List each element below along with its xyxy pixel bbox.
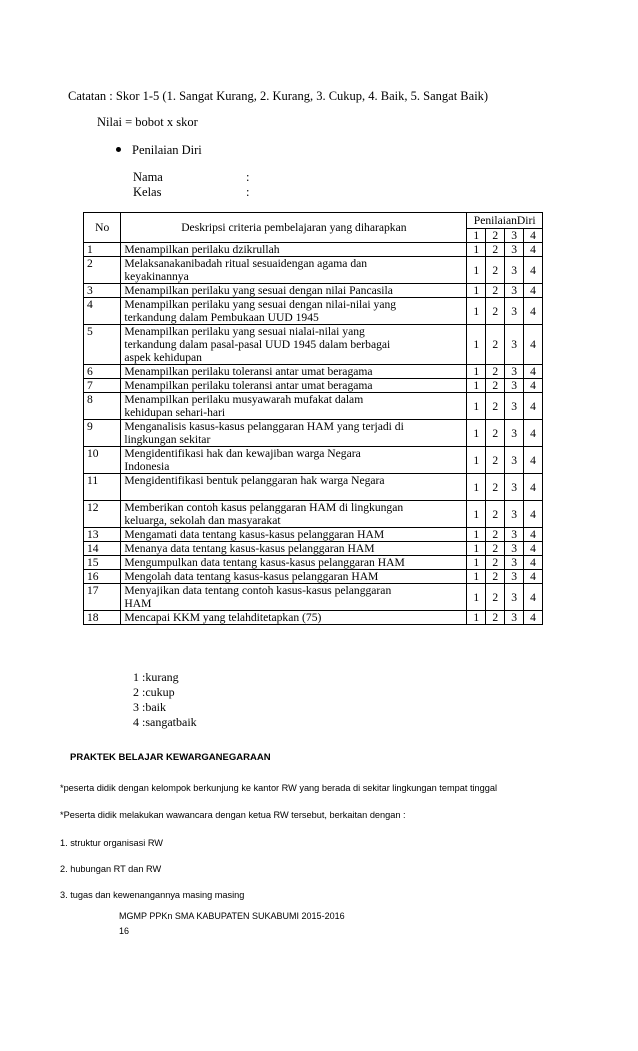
score-option-3: 3	[505, 284, 524, 298]
description-line: Menampilkan perilaku musyawarah mufakat dalam	[124, 393, 364, 406]
catatan-note: Catatan : Skor 1-5 (1. Sangat Kurang, 2. Kurang, 3. Cukup, 4. Baik, 5. Sangat Baik)	[68, 89, 489, 103]
row-number: 8	[84, 393, 121, 420]
score-option-2: 2	[486, 474, 505, 501]
score-option-2: 2	[486, 447, 505, 474]
nama-field	[133, 170, 250, 185]
score-option-3: 3	[505, 447, 524, 474]
score-option-3: 3	[505, 501, 524, 528]
score-option-1: 1	[467, 447, 486, 474]
score-option-2: 2	[486, 298, 505, 325]
score-header-4: 4	[524, 229, 543, 243]
score-option-1: 1	[467, 611, 486, 625]
score-option-2: 2	[486, 542, 505, 556]
score-option-1: 1	[467, 365, 486, 379]
description-line: Melaksanakanibadah ritual sesuaidengan agama dan	[124, 257, 368, 270]
score-option-3: 3	[505, 542, 524, 556]
row-description	[121, 365, 467, 379]
score-option-4: 4	[524, 570, 543, 584]
description-line: Menganalisis kasus-kasus pelanggaran HAM yang terjadi di	[124, 420, 404, 433]
row-number: 1	[84, 243, 121, 257]
score-option-1: 1	[467, 298, 486, 325]
row-number: 15	[84, 556, 121, 570]
row-number: 11	[84, 474, 121, 501]
score-option-3: 3	[505, 243, 524, 257]
row-description	[121, 298, 467, 325]
score-option-4: 4	[524, 298, 543, 325]
score-option-1: 1	[467, 528, 486, 542]
table-row	[84, 501, 543, 528]
score-option-3: 3	[505, 528, 524, 542]
scale-legend-item: 1 :kurang	[133, 670, 179, 684]
score-option-4: 4	[524, 420, 543, 447]
score-option-4: 4	[524, 447, 543, 474]
score-option-4: 4	[524, 393, 543, 420]
penilaian-diri-label: Penilaian Diri	[132, 143, 202, 157]
description-line: Mengamati data tentang kasus-kasus pelanggaran HAM	[124, 528, 385, 541]
table-row	[84, 474, 543, 501]
penilaian-diri-bullet	[116, 143, 202, 158]
score-option-4: 4	[524, 611, 543, 625]
score-option-2: 2	[486, 379, 505, 393]
score-option-1: 1	[467, 420, 486, 447]
score-option-1: 1	[467, 379, 486, 393]
scale-legend-item: 3 :baik	[133, 700, 166, 714]
score-option-1: 1	[467, 325, 486, 365]
praktek-title: PRAKTEK BELAJAR KEWARGANEGARAAN	[70, 752, 271, 763]
score-option-1: 1	[467, 284, 486, 298]
score-option-2: 2	[486, 420, 505, 447]
score-option-2: 2	[486, 365, 505, 379]
row-description	[121, 501, 467, 528]
score-option-4: 4	[524, 474, 543, 501]
score-option-4: 4	[524, 584, 543, 611]
header-penilaian-diri: PenilaianDiri	[467, 213, 543, 229]
table-row	[84, 611, 543, 625]
row-number: 12	[84, 501, 121, 528]
description-line: Menampilkan perilaku yang sesuai dengan nilai-nilai yang	[124, 298, 397, 311]
score-option-1: 1	[467, 570, 486, 584]
description-line: terkandung dalam pasal-pasal UUD 1945 dalam berbagai	[124, 338, 391, 351]
row-number: 5	[84, 325, 121, 365]
row-description	[121, 447, 467, 474]
description-line: keyakinannya	[124, 270, 189, 283]
score-option-3: 3	[505, 257, 524, 284]
footer-page-number: 16	[119, 926, 130, 936]
score-option-4: 4	[524, 501, 543, 528]
score-option-3: 3	[505, 570, 524, 584]
score-option-4: 4	[524, 284, 543, 298]
score-option-3: 3	[505, 393, 524, 420]
score-option-2: 2	[486, 393, 505, 420]
score-option-3: 3	[505, 420, 524, 447]
description-line: Mencapai KKM yang telahditetapkan (75)	[124, 611, 322, 624]
table-row	[84, 365, 543, 379]
description-line: Menampilkan perilaku dzikrullah	[124, 243, 280, 256]
score-option-4: 4	[524, 528, 543, 542]
score-option-2: 2	[486, 570, 505, 584]
row-description	[121, 243, 467, 257]
score-option-4: 4	[524, 325, 543, 365]
description-line: Mengidentifikasi hak dan kewajiban warga Negara	[124, 447, 361, 460]
description-line: Menampilkan perilaku yang sesuai nialai-nilai yang	[124, 325, 365, 338]
table-row	[84, 542, 543, 556]
score-option-1: 1	[467, 556, 486, 570]
description-line: Menampilkan perilaku yang sesuai dengan nilai Pancasila	[124, 284, 393, 297]
description-line: aspek kehidupan	[124, 351, 202, 364]
row-number: 18	[84, 611, 121, 625]
table-row	[84, 393, 543, 420]
row-number: 14	[84, 542, 121, 556]
description-line: Indonesia	[124, 460, 170, 473]
score-header-2: 2	[486, 229, 505, 243]
nama-label: Nama	[133, 170, 163, 184]
self-assessment-table	[83, 212, 543, 625]
table-row	[84, 528, 543, 542]
description-line: Menanya data tentang kasus-kasus pelanggaran HAM	[124, 542, 375, 555]
row-description	[121, 284, 467, 298]
score-option-2: 2	[486, 611, 505, 625]
praktek-line-4: 2. hubungan RT dan RW	[60, 864, 162, 874]
score-option-3: 3	[505, 611, 524, 625]
description-line: lingkungan sekitar	[124, 433, 211, 446]
description-line: Menampilkan perilaku toleransi antar umat beragama	[124, 379, 373, 392]
description-line: kehidupan sehari-hari	[124, 406, 226, 419]
row-number: 7	[84, 379, 121, 393]
description-line: HAM	[124, 597, 152, 610]
table-row	[84, 379, 543, 393]
row-description	[121, 584, 467, 611]
description-line: terkandung dalam Pembukaan UUD 1945	[124, 311, 319, 324]
praktek-line-2: *Peserta didik melakukan wawancara dengan ketua RW tersebut, berkaitan dengan :	[60, 810, 406, 820]
table-row	[84, 447, 543, 474]
row-description	[121, 528, 467, 542]
score-header-3: 3	[505, 229, 524, 243]
score-option-1: 1	[467, 257, 486, 284]
row-number: 16	[84, 570, 121, 584]
score-option-2: 2	[486, 284, 505, 298]
scale-legend-item: 2 :cukup	[133, 685, 175, 699]
score-option-3: 3	[505, 584, 524, 611]
nama-colon: :	[246, 170, 250, 184]
table-row	[84, 298, 543, 325]
score-option-2: 2	[486, 243, 505, 257]
row-description	[121, 474, 467, 501]
row-description	[121, 542, 467, 556]
description-line: Mengidentifikasi bentuk pelanggaran hak warga Negara	[124, 474, 385, 487]
row-description	[121, 420, 467, 447]
score-option-1: 1	[467, 243, 486, 257]
praktek-line-3: 1. struktur organisasi RW	[60, 838, 163, 848]
score-option-2: 2	[486, 257, 505, 284]
table-row	[84, 284, 543, 298]
score-option-3: 3	[505, 474, 524, 501]
row-number: 4	[84, 298, 121, 325]
row-number: 10	[84, 447, 121, 474]
praktek-line-1: *peserta didik dengan kelompok berkunjung ke kantor RW yang berada di sekitar lingkungan tempat tinggal	[60, 783, 498, 793]
table-row	[84, 420, 543, 447]
table-row	[84, 243, 543, 257]
score-option-4: 4	[524, 243, 543, 257]
score-option-3: 3	[505, 325, 524, 365]
row-description	[121, 393, 467, 420]
score-option-4: 4	[524, 556, 543, 570]
row-number: 2	[84, 257, 121, 284]
footer-organization: MGMP PPKn SMA KABUPATEN SUKABUMI 2015-2016	[119, 911, 345, 921]
description-line	[124, 487, 463, 500]
header-description: Deskripsi criteria pembelajaran yang diharapkan	[121, 213, 467, 243]
description-line: Menampilkan perilaku toleransi antar umat beragama	[124, 365, 373, 378]
score-option-2: 2	[486, 528, 505, 542]
row-number: 9	[84, 420, 121, 447]
kelas-label: Kelas	[133, 185, 162, 199]
row-number: 6	[84, 365, 121, 379]
score-option-1: 1	[467, 393, 486, 420]
score-option-3: 3	[505, 365, 524, 379]
table-row	[84, 556, 543, 570]
kelas-field	[133, 185, 250, 200]
score-option-3: 3	[505, 298, 524, 325]
table-row	[84, 584, 543, 611]
score-option-1: 1	[467, 501, 486, 528]
row-description	[121, 611, 467, 625]
praktek-line-5: 3. tugas dan kewenangannya masing masing	[60, 890, 245, 900]
score-option-3: 3	[505, 379, 524, 393]
scale-legend-item: 4 :sangatbaik	[133, 715, 197, 729]
score-option-2: 2	[486, 501, 505, 528]
header-no: No	[84, 213, 121, 243]
score-option-1: 1	[467, 584, 486, 611]
table-row	[84, 325, 543, 365]
table-row	[84, 257, 543, 284]
row-description	[121, 570, 467, 584]
score-header-1: 1	[467, 229, 486, 243]
score-option-3: 3	[505, 556, 524, 570]
kelas-colon: :	[246, 185, 250, 199]
description-line: Mengolah data tentang kasus-kasus pelanggaran HAM	[124, 570, 379, 583]
score-option-1: 1	[467, 474, 486, 501]
row-description	[121, 556, 467, 570]
bullet-dot-icon	[116, 147, 121, 152]
score-option-2: 2	[486, 556, 505, 570]
row-description	[121, 379, 467, 393]
score-option-4: 4	[524, 542, 543, 556]
row-number: 17	[84, 584, 121, 611]
description-line: Memberikan contoh kasus pelanggaran HAM di lingkungan	[124, 501, 404, 514]
table-row	[84, 570, 543, 584]
description-line: Mengumpulkan data tentang kasus-kasus pelanggaran HAM	[124, 556, 405, 569]
row-number: 13	[84, 528, 121, 542]
score-option-2: 2	[486, 584, 505, 611]
description-line: Menyajikan data tentang contoh kasus-kasus pelanggaran	[124, 584, 392, 597]
score-option-1: 1	[467, 542, 486, 556]
row-number: 3	[84, 284, 121, 298]
score-option-4: 4	[524, 379, 543, 393]
row-description	[121, 325, 467, 365]
description-line: keluarga, sekolah dan masyarakat	[124, 514, 281, 527]
row-description	[121, 257, 467, 284]
score-option-4: 4	[524, 257, 543, 284]
score-option-4: 4	[524, 365, 543, 379]
score-option-2: 2	[486, 325, 505, 365]
nilai-formula: Nilai = bobot x skor	[97, 115, 198, 129]
